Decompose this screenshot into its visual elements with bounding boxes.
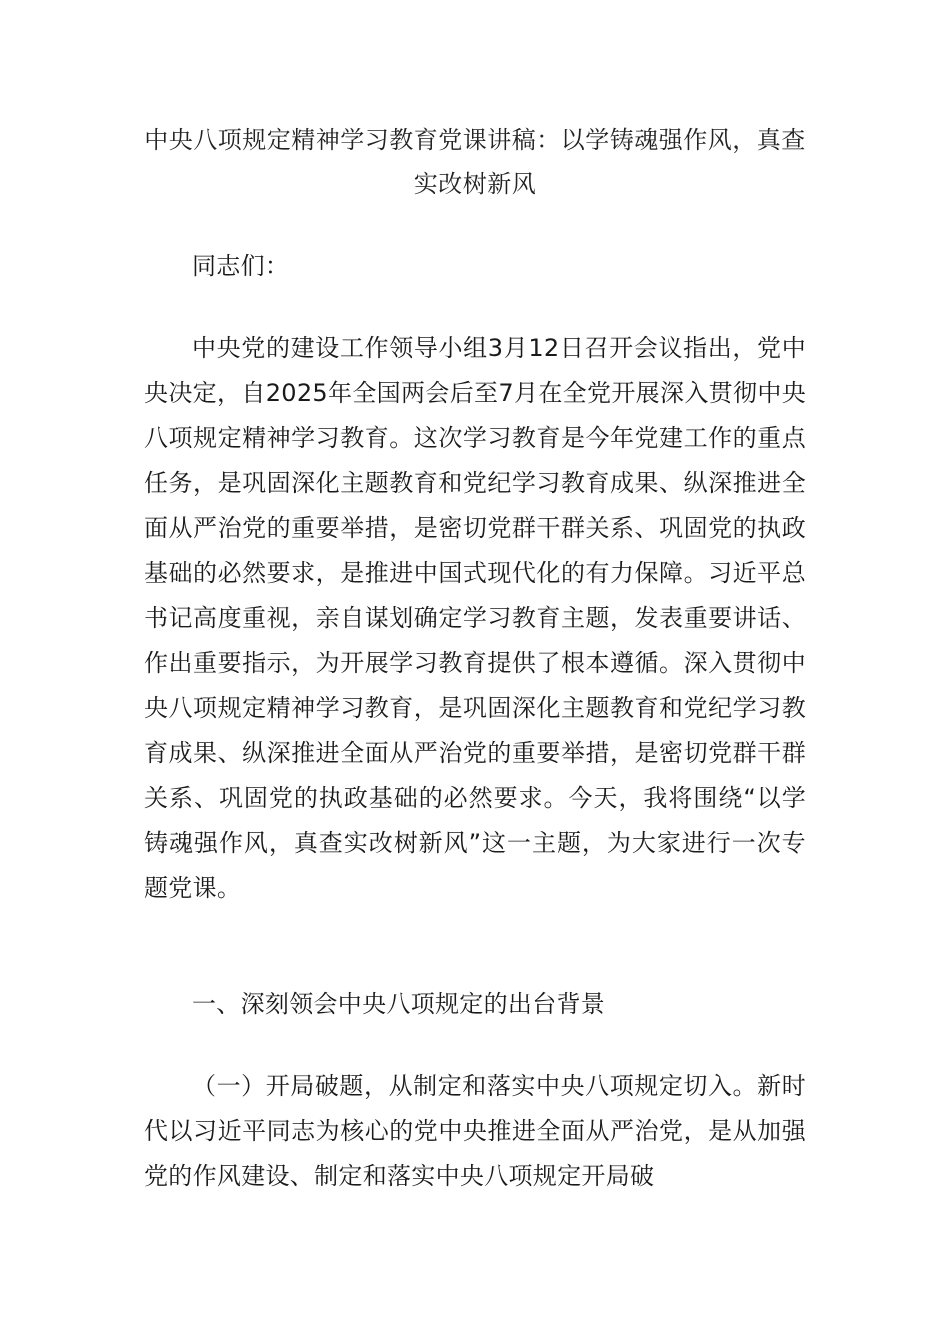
document-title: 中央八项规定精神学习教育党课讲稿：以学铸魂强作风，真查实改树新风 [144, 126, 806, 198]
body-paragraph-2: （一）开局破题，从制定和落实中央八项规定切入。新时代以习近平同志为核心的党中央推进全面从严治党，是从加强党的作风建设、制定和落实中央八项规定开局破 [144, 1072, 806, 1190]
greeting: 同志们： [192, 252, 290, 280]
body-paragraph-1: 中央党的建设工作领导小组3月12日召开会议指出，党中央决定，自2025年全国两会后至7月在全党开展深入贯彻中央八项规定精神学习教育。这次学习教育是今年党建工作的重点任务，是巩固深化主题教育和党纪学习教育成果、纵深推进全面从严治党的重要举措，是密切党群干群关系、巩固党的执政基础的必然要求，是推进中国式现代化的有力保障。习近平总书记高度重视，亲自谋划确定学习教育主题，发表重要讲话、作出重要指示，为开展学习教育提供了根本遵循。深入贯彻中央八项规定精神学习教育，是巩固深化主题教育和党纪学习教育成果、纵深推进全面从严治党的重要举措，是密切党群干群关系、巩固党的执政基础的必然要求。今天，我将围绕“以学铸魂强作风，真查实改树新风”这一主题，为大家进行一次专题党课。 [144, 334, 806, 902]
section-heading-1: 一、深刻领会中央八项规定的出台背景 [192, 990, 606, 1018]
